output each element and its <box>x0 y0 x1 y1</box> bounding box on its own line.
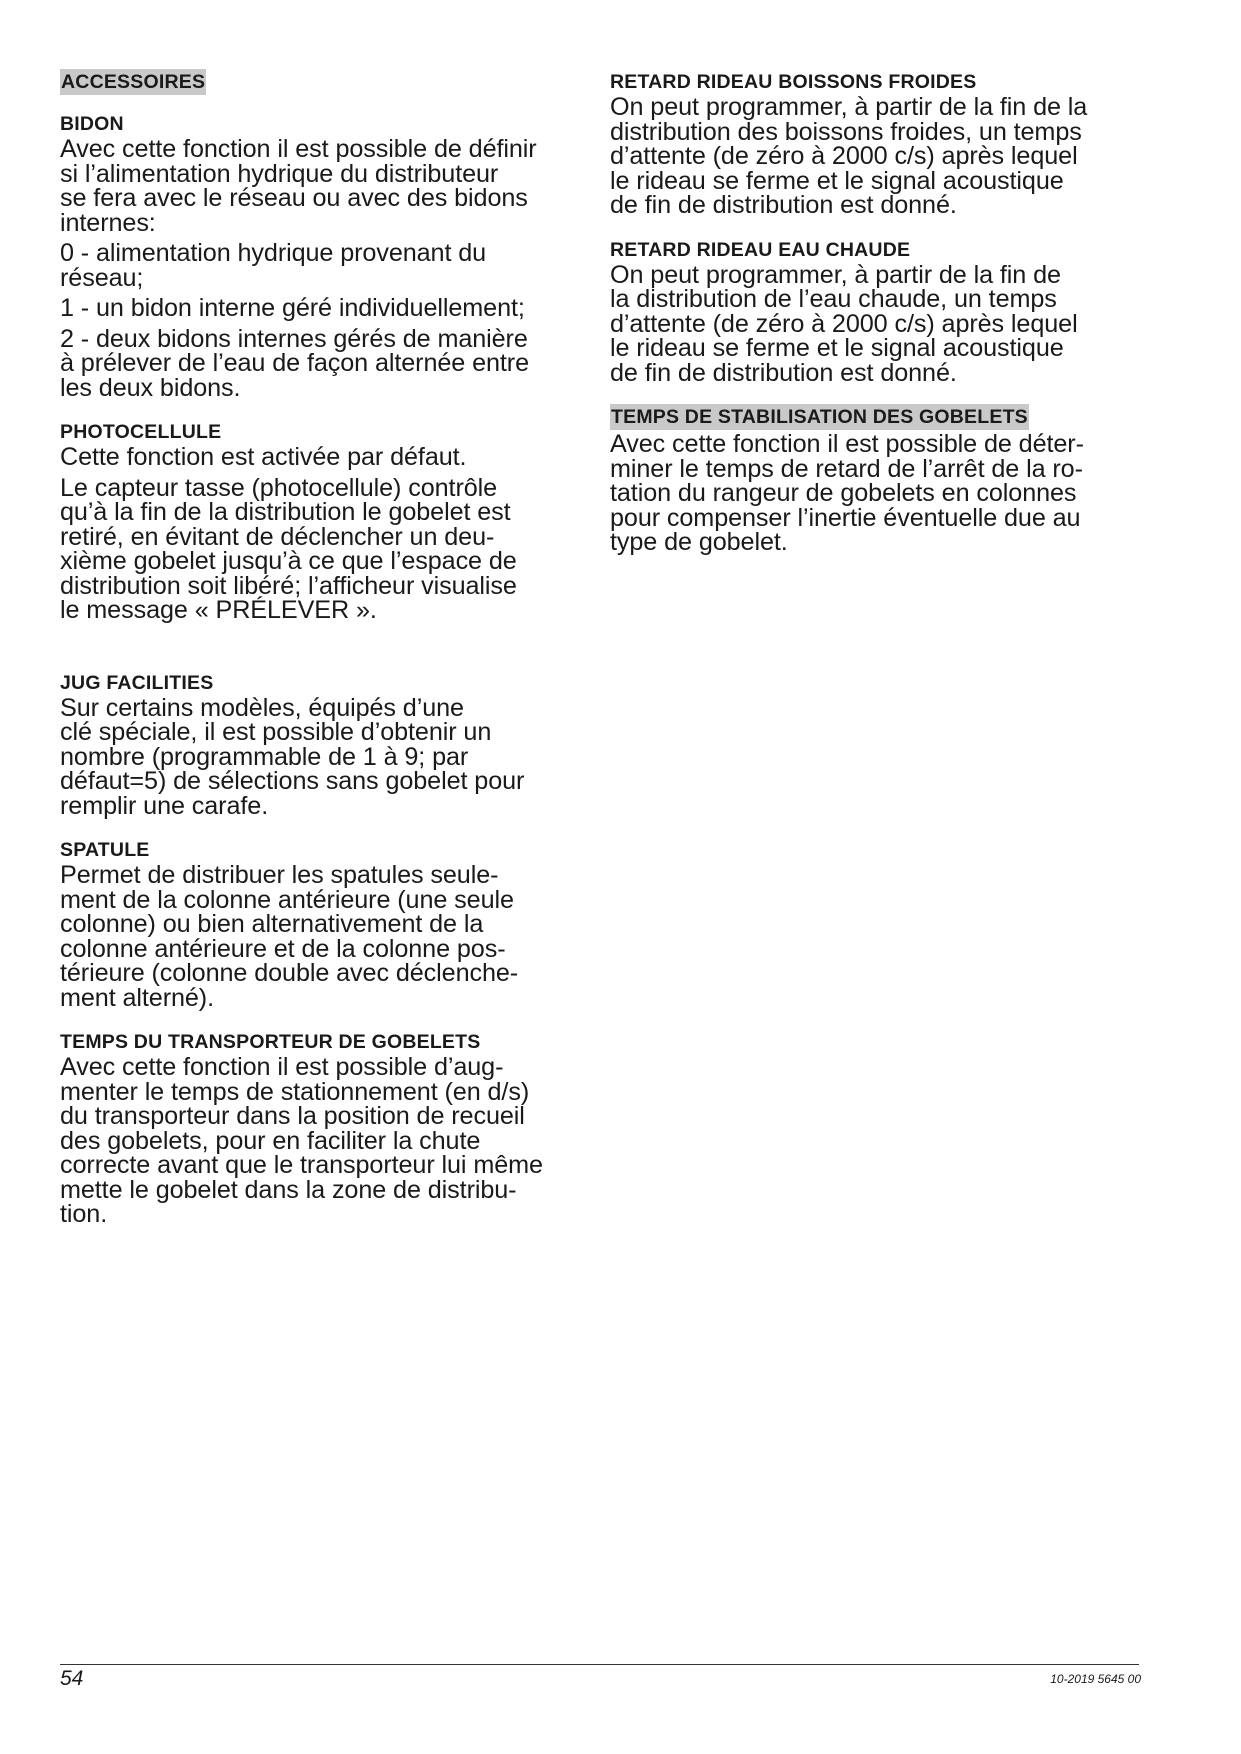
section-title-stabilisation: TEMPS DE STABILISATION DES GOBELETS <box>611 406 1028 428</box>
paragraph: Cette fonction est activée par défaut. <box>60 443 467 471</box>
section-title-accessoires: ACCESSOIRES <box>61 71 206 93</box>
paragraph: Avec cette fonction il est possible de déter- miner le temps de retard de l’arrêt de la ro- tation du rangeur de gobelets en colonnes pour compenser l’inertie éventuelle due au type de gobelet. <box>610 430 1084 556</box>
section-photocellule <box>60 420 580 623</box>
heading-photocellule: PHOTOCELLULE <box>60 421 222 443</box>
paragraph: Sur certains modèles, équipés d’une clé spéciale, il est possible d’obtenir un nombre (programmable de 1 à 9; par défaut=5) de sélections sans gobelet pour remplir une carafe. <box>60 693 525 820</box>
paragraph: 2 - deux bidons internes gérés de manière à prélever de l’eau de façon alternée entre les deux bidons. <box>60 324 529 402</box>
footer-divider <box>60 1664 1139 1665</box>
paragraph: On peut programmer, à partir de la fin de la distribution des boissons froides, un temps d’attente (de zéro à 2000 c/s) après lequel le rideau se ferme et le signal acoustique de fin de distribution est donné. <box>610 93 1088 219</box>
section-retard-chaude <box>610 238 1140 386</box>
section-retard-froides <box>610 70 1140 218</box>
section-temps-transporteur <box>60 1030 580 1227</box>
heading-temps-transporteur: TEMPS DU TRANSPORTEUR DE GOBELETS <box>60 1031 481 1053</box>
heading-retard-froides: RETARD RIDEAU BOISSONS FROIDES <box>610 71 977 93</box>
section-stabilisation <box>610 405 1140 555</box>
paragraph: 0 - alimentation hydrique provenant du réseau; <box>60 239 487 292</box>
right-column <box>610 70 1140 561</box>
heading-retard-chaude: RETARD RIDEAU EAU CHAUDE <box>610 238 911 261</box>
left-column <box>60 70 580 1233</box>
paragraph: Avec cette fonction il est possible d’aug- menter le temps de stationnement (en d/s) du transporteur dans la position de recueil des gobelets, pour en faciliter la chute correcte avant que le transporteur lui même mette le gobelet dans la zone de distribu- tion. <box>60 1053 543 1228</box>
paragraph: 1 - un bidon interne géré individuellement; <box>60 294 525 322</box>
page-number: 54 <box>60 1667 84 1690</box>
section-spatule <box>60 838 580 1010</box>
section-jug-facilities <box>60 671 580 819</box>
paragraph: Permet de distribuer les spatules seule- ment de la colonne antérieure (une seule colonne) ou bien alternativement de la colonne antérieure et de la colonne pos- térieure (colonne double avec déclenche- ment alterné). <box>60 861 519 1012</box>
paragraph: Le capteur tasse (photocellule) contrôle qu’à la fin de la distribution le gobelet est retiré, en évitant de déclencher un deu- xième gobelet jusqu’à ce que l’espace de distribution soit libéré; l’afficheur visualise le message « PRÉLEVER ». <box>60 473 517 624</box>
section-bidon <box>60 112 580 400</box>
heading-jug-facilities: JUG FACILITIES <box>60 671 214 694</box>
document-code: 10-2019 5645 00 <box>1050 1672 1141 1686</box>
heading-bidon: BIDON <box>60 113 124 135</box>
heading-spatule: SPATULE <box>60 839 150 861</box>
paragraph: On peut programmer, à partir de la fin de la distribution de l’eau chaude, un temps d’attente (de zéro à 2000 c/s) après lequel le rideau se ferme et le signal acoustique de fin de distribution est donné. <box>610 260 1078 387</box>
paragraph: Avec cette fonction il est possible de définir si l’alimentation hydrique du distributeur se fera avec le réseau ou avec des bidons internes: <box>60 135 537 237</box>
